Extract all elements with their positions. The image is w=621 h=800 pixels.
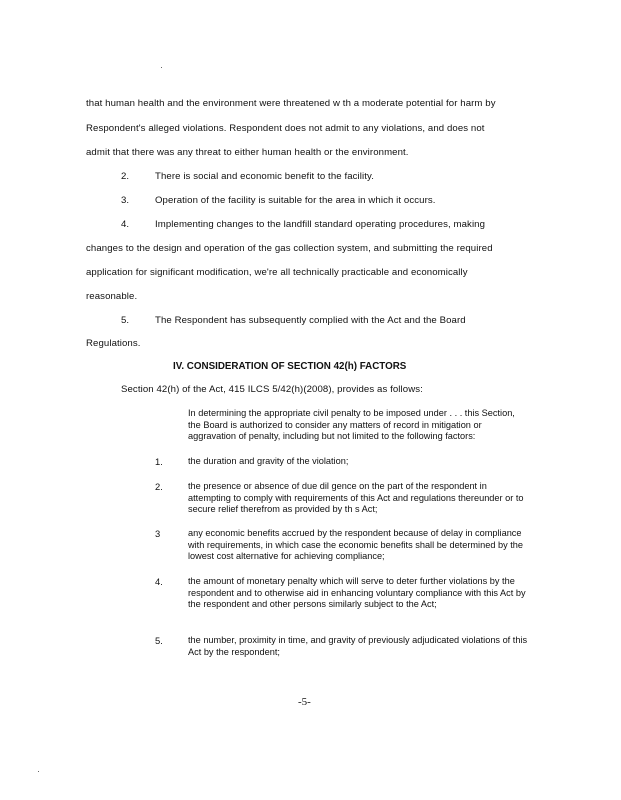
factor-5-text: the number, proximity in time, and gravity of previously adjudicated violations of this Act by the respondent;: [188, 635, 528, 657]
item-3-text: Operation of the facility is suitable for the area in which it occurs.: [155, 195, 436, 206]
factor-1-text: the duration and gravity of the violation;: [188, 456, 349, 466]
item-2-number: 2.: [121, 171, 130, 182]
item-4-line-1: Implementing changes to the landfill standard operating procedures, making: [155, 219, 486, 230]
section-intro: Section 42(h) of the Act, 415 ILCS 5/42(h)(2008), provides as follows:: [121, 384, 423, 395]
item-4-line-4: reasonable.: [86, 291, 138, 302]
factor-4-text: the amount of monetary penalty which will serve to deter further violations by the respondent and to otherwise aid in enhancing voluntary compliance with this Act by the respondent and other persons similarly subject to the Act;: [188, 576, 526, 610]
item-4-line-3: application for significant modification, we're all technically practicable and economically: [86, 267, 468, 278]
factor-2-number: 2.: [155, 481, 163, 492]
factor-2-text: the presence or absence of due dil gence on the part of the respondent in attempting to comply with requirements of this Act and regulations thereunder or to secure relief therefrom as provided by th s Act;: [188, 481, 524, 515]
item-2-text: There is social and economic benefit to the facility.: [155, 171, 374, 182]
intro-line-3: admit that there was any threat to either human health or the environment.: [86, 147, 409, 158]
item-3-number: 3.: [121, 195, 130, 206]
item-4-line-2: changes to the design and operation of the gas collection system, and submitting the required: [86, 243, 493, 254]
section-heading: IV. CONSIDERATION OF SECTION 42(h) FACTORS: [173, 361, 407, 372]
item-5-line-1: The Respondent has subsequently complied with the Act and the Board: [155, 315, 466, 326]
quote-intro: In determining the appropriate civil penalty to be imposed under . . . this Section, the Board is authorized to consider any matters of record in mitigation or aggravation of penalty, including but not limited to the following factors:: [188, 408, 515, 442]
item-4-number: 4.: [121, 219, 130, 230]
intro-line-2: Respondent's alleged violations. Respondent does not admit to any violations, and does not: [86, 123, 485, 134]
scan-speck: [161, 67, 162, 68]
item-5-line-2: Regulations.: [86, 338, 141, 349]
scan-speck: [38, 771, 39, 772]
factor-3-number: 3: [155, 528, 161, 539]
factor-4-number: 4.: [155, 576, 163, 587]
factor-3-text: any economic benefits accrued by the respondent because of delay in compliance with requirements, in which case the economic benefits shall be determined by the lowest cost alternative for achieving compliance;: [188, 528, 524, 562]
page-number: -5-: [298, 696, 311, 708]
factor-1-number: 1.: [155, 456, 163, 467]
intro-line-1: that human health and the environment were threatened w th a moderate potential for harm by: [86, 98, 496, 109]
item-5-number: 5.: [121, 315, 130, 326]
factor-5-number: 5.: [155, 635, 163, 646]
